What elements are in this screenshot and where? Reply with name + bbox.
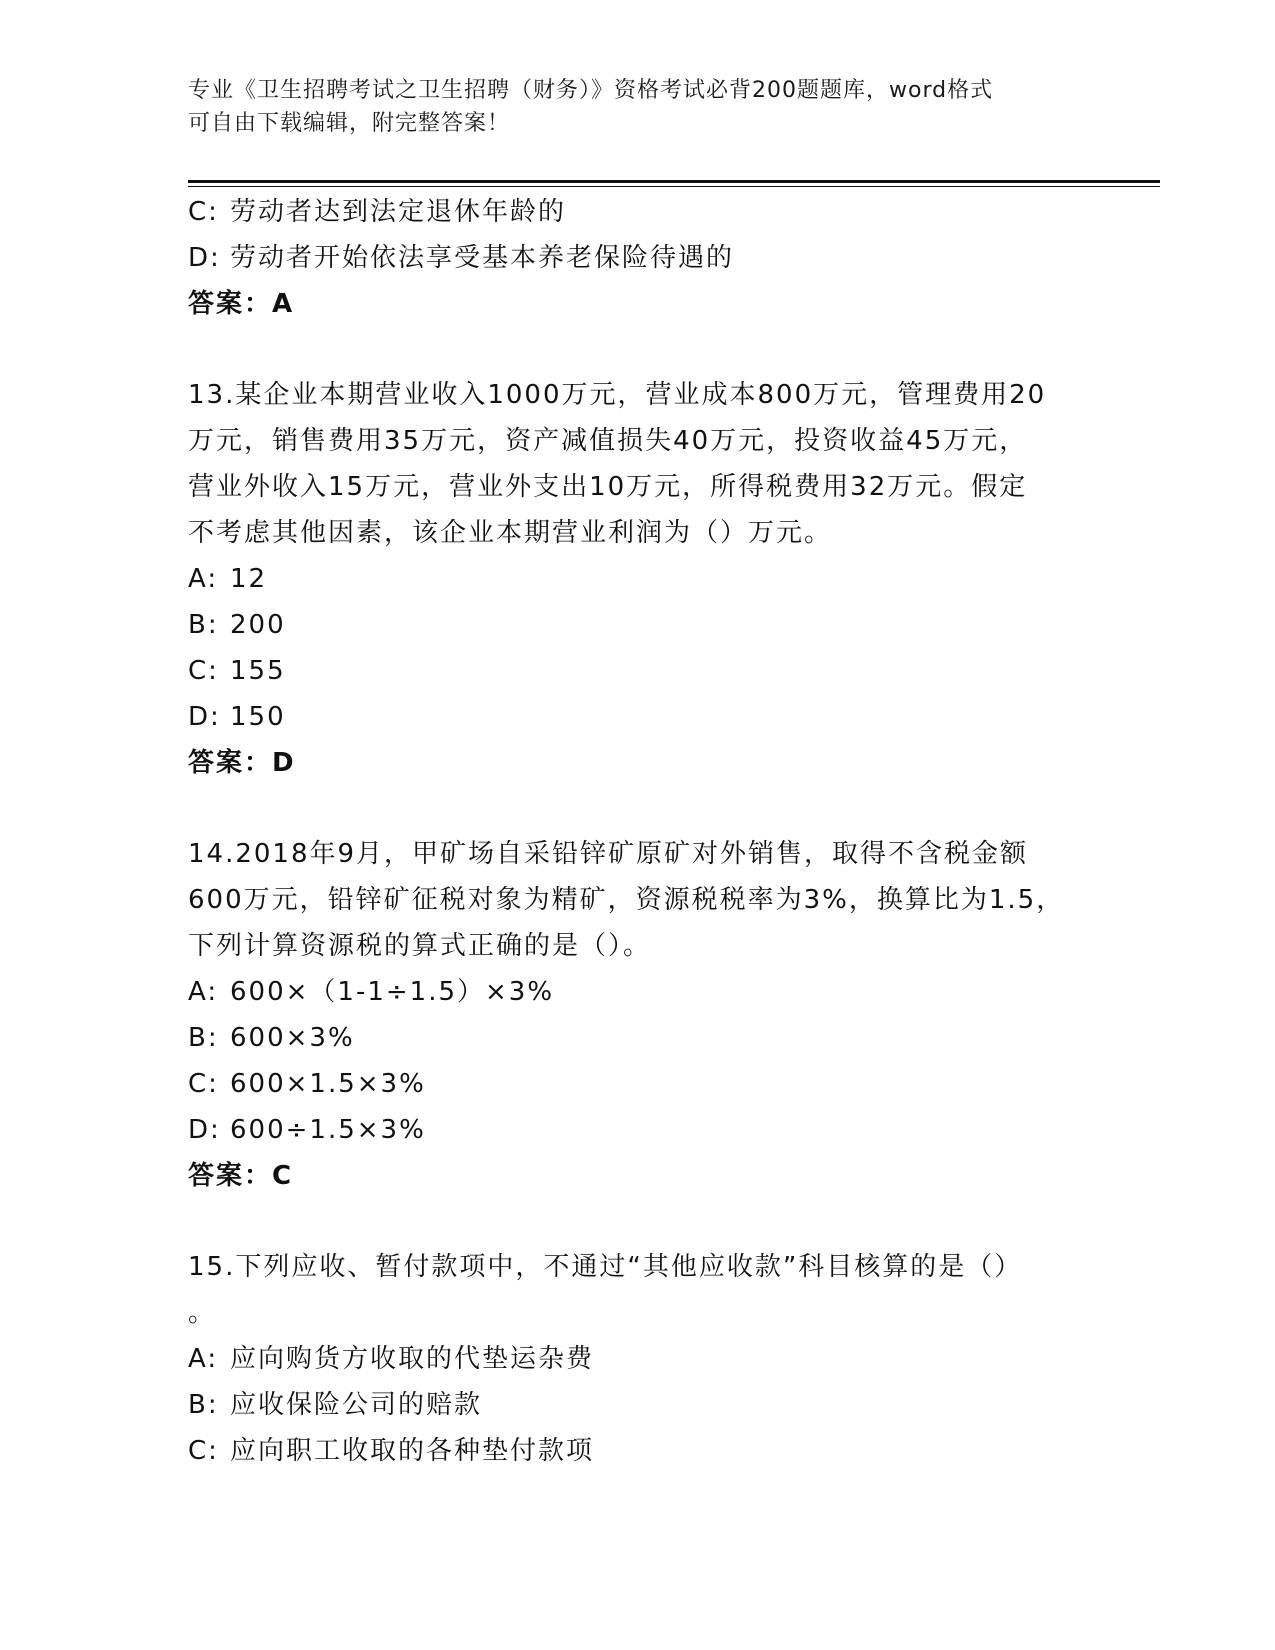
- option-d: [188, 1107, 1088, 1153]
- option-key: C:: [188, 1436, 219, 1466]
- option-key: D:: [188, 702, 221, 732]
- document-header: [188, 74, 1068, 140]
- question-12-tail: [188, 189, 1088, 327]
- option-text: 600÷1.5×3%: [230, 1115, 426, 1145]
- question-text-line: 下列计算资源税的算式正确的是（）。: [188, 931, 652, 961]
- question-text-line: 营业外收入15万元，营业外支出10万元，所得税费用32万元。假定: [188, 472, 1028, 502]
- answer-line: [188, 281, 1088, 327]
- question-13: [188, 372, 1088, 786]
- option-text: 600×（1-1÷1.5）×3%: [230, 977, 555, 1007]
- question-15: [188, 1244, 1088, 1474]
- answer-label: 答案：: [188, 1161, 273, 1191]
- option-key: C:: [188, 1069, 219, 1099]
- option-a: [188, 1336, 1088, 1382]
- option-text: 600×1.5×3%: [230, 1069, 426, 1099]
- option-key: B:: [188, 610, 219, 640]
- option-a: [188, 556, 1088, 602]
- answer-value: D: [272, 748, 296, 778]
- question-text-line: 。: [188, 1298, 217, 1328]
- header-divider-thick: [188, 180, 1160, 183]
- option-text: 12: [230, 564, 268, 594]
- option-key: D:: [188, 1115, 221, 1145]
- option-c: [188, 1061, 1088, 1107]
- option-text: 155: [230, 656, 286, 686]
- option-c: [188, 1428, 1088, 1474]
- header-line-2: 可自由下载编辑，附完整答案！: [188, 111, 511, 136]
- question-text-line: 600万元，铅锌矿征税对象为精矿，资源税税率为3%，换算比为1.5，: [188, 885, 1065, 915]
- option-text: 应向职工收取的各种垫付款项: [230, 1436, 595, 1466]
- question-text-line: 万元，销售费用35万元，资产减值损失40万元，投资收益45万元，: [188, 426, 1028, 456]
- option-a: [188, 969, 1088, 1015]
- question-text-line: 13.某企业本期营业收入1000万元，营业成本800万元，管理费用20: [188, 380, 1047, 410]
- option-text: 劳动者达到法定退休年龄的: [230, 197, 567, 227]
- answer-label: 答案：: [188, 289, 273, 319]
- option-text: 劳动者开始依法享受基本养老保险待遇的: [230, 243, 735, 273]
- header-divider-thin: [188, 186, 1160, 187]
- option-d: [188, 235, 1088, 281]
- answer-line: [188, 1153, 1088, 1199]
- option-text: 200: [230, 610, 286, 640]
- option-b: [188, 602, 1088, 648]
- answer-value: C: [272, 1161, 294, 1191]
- option-key: B:: [188, 1390, 219, 1420]
- option-text: 应向购货方收取的代垫运杂费: [230, 1344, 595, 1374]
- answer-line: [188, 740, 1088, 786]
- option-text: 应收保险公司的赔款: [230, 1390, 483, 1420]
- question-text-line: 15.下列应收、暂付款项中，不通过“其他应收款”科目核算的是（）: [188, 1252, 1023, 1282]
- option-key: C:: [188, 197, 219, 227]
- option-c: [188, 648, 1088, 694]
- option-c: [188, 189, 1088, 235]
- option-key: A:: [188, 1344, 219, 1374]
- option-key: C:: [188, 656, 219, 686]
- question-text-line: 不考虑其他因素，该企业本期营业利润为（）万元。: [188, 518, 833, 548]
- option-key: A:: [188, 977, 219, 1007]
- option-b: [188, 1382, 1088, 1428]
- option-key: B:: [188, 1023, 219, 1053]
- option-d: [188, 694, 1088, 740]
- answer-value: A: [272, 289, 295, 319]
- option-text: 150: [230, 702, 286, 732]
- option-key: A:: [188, 564, 219, 594]
- option-b: [188, 1015, 1088, 1061]
- option-key: D:: [188, 243, 221, 273]
- question-14: [188, 831, 1088, 1199]
- question-text-line: 14.2018年9月，甲矿场自采铅锌矿原矿对外销售，取得不含税金额: [188, 839, 1029, 869]
- header-line-1: 专业《卫生招聘考试之卫生招聘（财务）》资格考试必背200题题库，word格式: [188, 78, 994, 103]
- option-text: 600×3%: [230, 1023, 355, 1053]
- document-body: [188, 189, 1088, 1474]
- answer-label: 答案：: [188, 748, 273, 778]
